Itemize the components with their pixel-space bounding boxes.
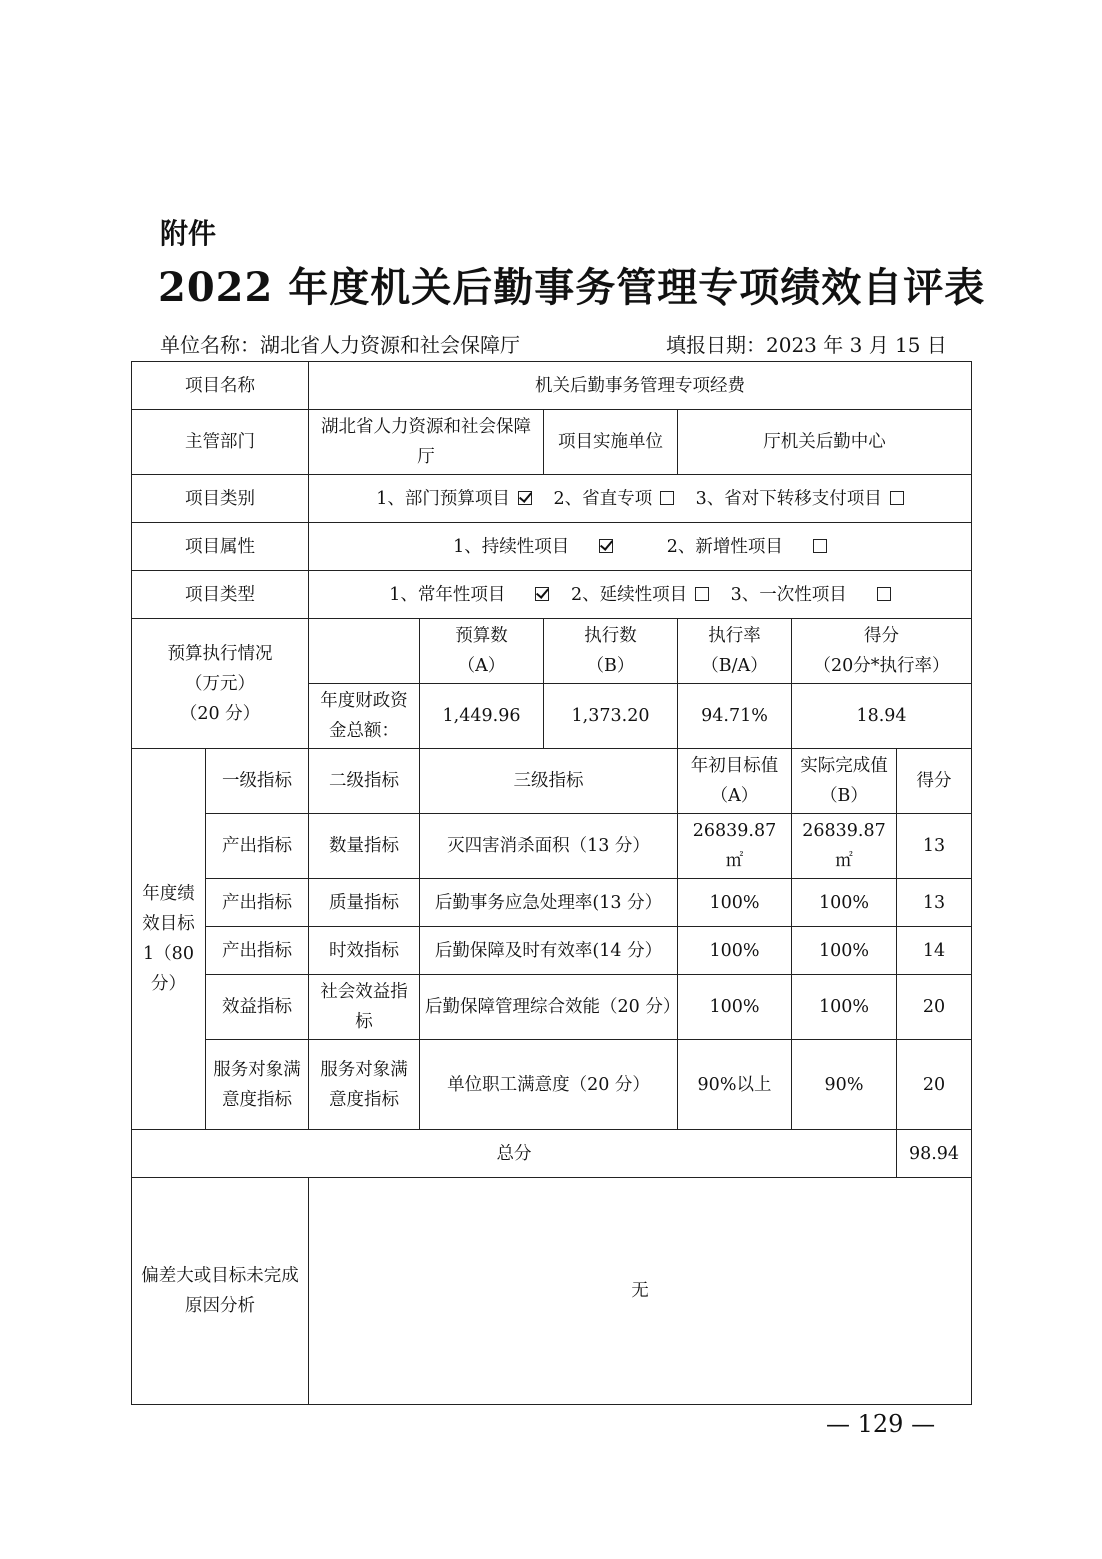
checkbox-empty-icon (695, 587, 709, 601)
category-label: 项目类别 (132, 475, 309, 523)
self-evaluation-table (131, 361, 972, 1405)
type-option: 1、常年性项目 (389, 580, 549, 610)
project-name-row (132, 362, 972, 410)
category-option: 3、省对下转移支付项目 (696, 484, 904, 514)
budget-header: 预算数 （A） (420, 619, 544, 684)
rate-header: 执行率 （B/A） (678, 619, 792, 684)
budget-blank-cell (309, 619, 420, 684)
category-option: 2、省直专项 (553, 484, 674, 514)
fiscal-total-label: 年度财政资金总额： (309, 684, 420, 749)
attachment-label: 附件 (160, 217, 217, 250)
checkbox-empty-icon (877, 587, 891, 601)
target-cell: 100% (678, 927, 792, 975)
type-row (132, 571, 972, 619)
table-row (132, 975, 972, 1040)
category-option: 1、部门预算项目 (376, 484, 532, 514)
budget-score-value: 18.94 (792, 684, 972, 749)
annual-goal-label: 年度绩效目标 1（80分） (132, 749, 206, 1130)
target-cell: 100% (678, 879, 792, 927)
level1-cell: 效益指标 (206, 975, 309, 1040)
category-options (309, 475, 972, 523)
checkbox-checked-icon (535, 587, 549, 601)
deviation-row (132, 1178, 972, 1405)
checkbox-checked-icon (518, 491, 532, 505)
level3-cell: 后勤保障管理综合效能（20 分） (420, 975, 678, 1040)
project-name-label: 项目名称 (132, 362, 309, 410)
table-row (132, 814, 972, 879)
attribute-row (132, 523, 972, 571)
department-label: 主管部门 (132, 410, 309, 475)
goal-score-cell: 20 (897, 975, 972, 1040)
level1-cell: 服务对象满意度指标 (206, 1040, 309, 1130)
budget-label: 预算执行情况 （万元） （20 分） (132, 619, 309, 749)
total-row (132, 1130, 972, 1178)
implementer-label: 项目实施单位 (544, 410, 678, 475)
rate-value: 94.71% (678, 684, 792, 749)
report-date: 填报日期：2023 年 3 月 15 日 (666, 333, 947, 357)
page-number: — 129 — (826, 1410, 936, 1438)
attribute-option: 1、持续性项目 (453, 532, 613, 562)
level1-cell: 产出指标 (206, 879, 309, 927)
attribute-option: 2、新增性项目 (667, 532, 827, 562)
project-name-value: 机关后勤事务管理专项经费 (309, 362, 972, 410)
level1-cell: 产出指标 (206, 814, 309, 879)
actual-cell: 100% (792, 975, 897, 1040)
level1-cell: 产出指标 (206, 927, 309, 975)
level2-cell: 质量指标 (309, 879, 420, 927)
total-value: 98.94 (897, 1130, 972, 1178)
target-cell: 100% (678, 975, 792, 1040)
level1-header: 一级指标 (206, 749, 309, 814)
type-option: 2、延续性项目 (571, 580, 709, 610)
level3-header: 三级指标 (420, 749, 678, 814)
level2-cell: 服务对象满意度指标 (309, 1040, 420, 1130)
type-label: 项目类型 (132, 571, 309, 619)
goal-score-cell: 13 (897, 814, 972, 879)
type-option: 3、一次性项目 (731, 580, 891, 610)
checkbox-empty-icon (660, 491, 674, 505)
level3-cell: 后勤事务应急处理率(13 分） (420, 879, 678, 927)
actual-header: 实际完成值（B） (792, 749, 897, 814)
attribute-label: 项目属性 (132, 523, 309, 571)
checkbox-empty-icon (890, 491, 904, 505)
goal-score-cell: 20 (897, 1040, 972, 1130)
category-row (132, 475, 972, 523)
table-row (132, 1040, 972, 1130)
execution-header: 执行数 （B） (544, 619, 678, 684)
type-options (309, 571, 972, 619)
level2-cell: 数量指标 (309, 814, 420, 879)
level2-cell: 社会效益指标 (309, 975, 420, 1040)
target-header: 年初目标值（A） (678, 749, 792, 814)
goal-score-cell: 13 (897, 879, 972, 927)
checkbox-checked-icon (599, 539, 613, 553)
budget-value: 1,449.96 (420, 684, 544, 749)
attribute-options (309, 523, 972, 571)
budget-header-row (132, 619, 972, 684)
actual-cell: 26839.87 ㎡ (792, 814, 897, 879)
implementer-value: 厅机关后勤中心 (678, 410, 972, 475)
goal-score-cell: 14 (897, 927, 972, 975)
level3-cell: 灭四害消杀面积（13 分） (420, 814, 678, 879)
budget-score-header: 得分 （20分*执行率） (792, 619, 972, 684)
goals-header-row (132, 749, 972, 814)
actual-cell: 90% (792, 1040, 897, 1130)
table-row (132, 927, 972, 975)
target-cell: 90%以上 (678, 1040, 792, 1130)
department-value: 湖北省人力资源和社会保障厅 (309, 410, 544, 475)
target-cell: 26839.87 ㎡ (678, 814, 792, 879)
level3-cell: 后勤保障及时有效率(14 分） (420, 927, 678, 975)
department-row (132, 410, 972, 475)
unit-name: 单位名称：湖北省人力资源和社会保障厅 (160, 333, 520, 357)
deviation-value: 无 (309, 1178, 972, 1405)
document-title: 2022 年度机关后勤事务管理专项绩效自评表 (158, 264, 986, 311)
actual-cell: 100% (792, 927, 897, 975)
goal-score-header: 得分 (897, 749, 972, 814)
table-row (132, 879, 972, 927)
checkbox-empty-icon (813, 539, 827, 553)
level3-cell: 单位职工满意度（20 分） (420, 1040, 678, 1130)
total-label: 总分 (132, 1130, 897, 1178)
actual-cell: 100% (792, 879, 897, 927)
level2-cell: 时效指标 (309, 927, 420, 975)
level2-header: 二级指标 (309, 749, 420, 814)
deviation-label: 偏差大或目标未完成原因分析 (132, 1178, 309, 1405)
execution-value: 1,373.20 (544, 684, 678, 749)
